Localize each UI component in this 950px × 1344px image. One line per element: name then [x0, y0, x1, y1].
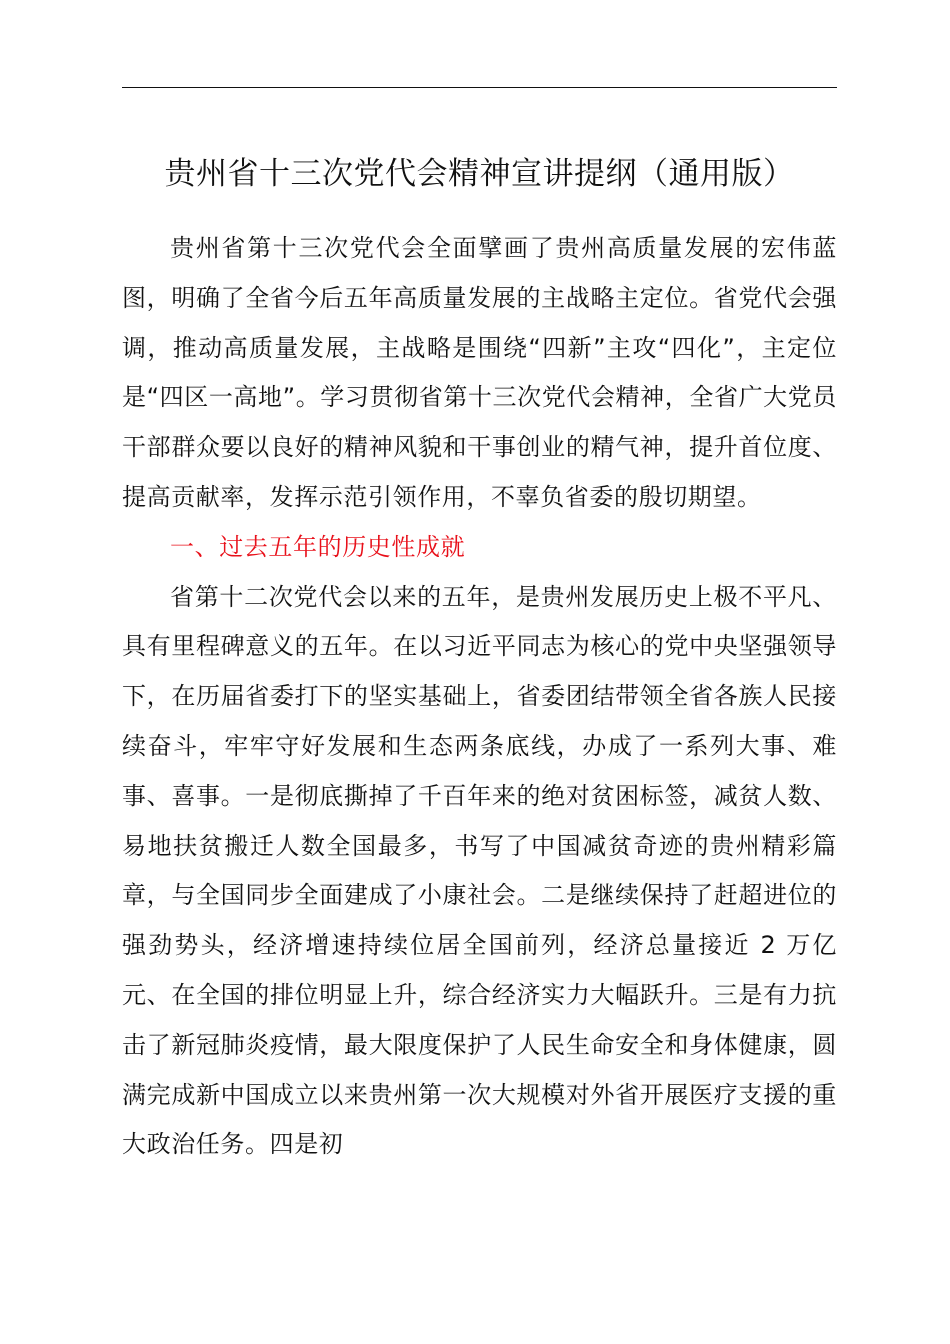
intro-paragraph: 贵州省第十三次党代会全面擘画了贵州高质量发展的宏伟蓝图，明确了全省今后五年高质量发展的主战略主定位。省党代会强调，推动高质量发展，主战略是围绕“四新”主攻“四化”，主定位是“四区一高地”。学习贯彻省第十三次党代会精神，全省广大党员干部群众要以良好的精神风貌和干事创业的精气神，提升首位度、提高贡献率，发挥示范引领作用，不辜负省委的殷切期望。: [122, 234, 837, 511]
document-title: 贵州省十三次党代会精神宣讲提纲（通用版）: [164, 156, 795, 192]
document-body: [122, 224, 837, 1170]
header-rule: [122, 87, 837, 88]
section-heading: 一、过去五年的历史性成就: [170, 532, 466, 561]
section-paragraph: 省第十二次党代会以来的五年，是贵州发展历史上极不平凡、具有里程碑意义的五年。在以习近平同志为核心的党中央坚强领导下，在历届省委打下的坚实基础上，省委团结带领全省各族人民接续奋斗，牢牢守好发展和生态两条底线，办成了一系列大事、难事、喜事。一是彻底撕掉了千百年来的绝对贫困标签，减贫人数、易地扶贫搬迁人数全国最多，书写了中国减贫奇迹的贵州精彩篇章，与全国同步全面建成了小康社会。二是继续保持了赶超进位的强劲势头，经济增速持续位居全国前列，经济总量接近 2 万亿元、在全国的排位明显上升，综合经济实力大幅跃升。三是有力抗击了新冠肺炎疫情，最大限度保护了人民生命安全和身体健康，圆满完成新中国成立以来贵州第一次大规模对外省开展医疗支援的重大政治任务。四是初: [122, 582, 837, 1159]
